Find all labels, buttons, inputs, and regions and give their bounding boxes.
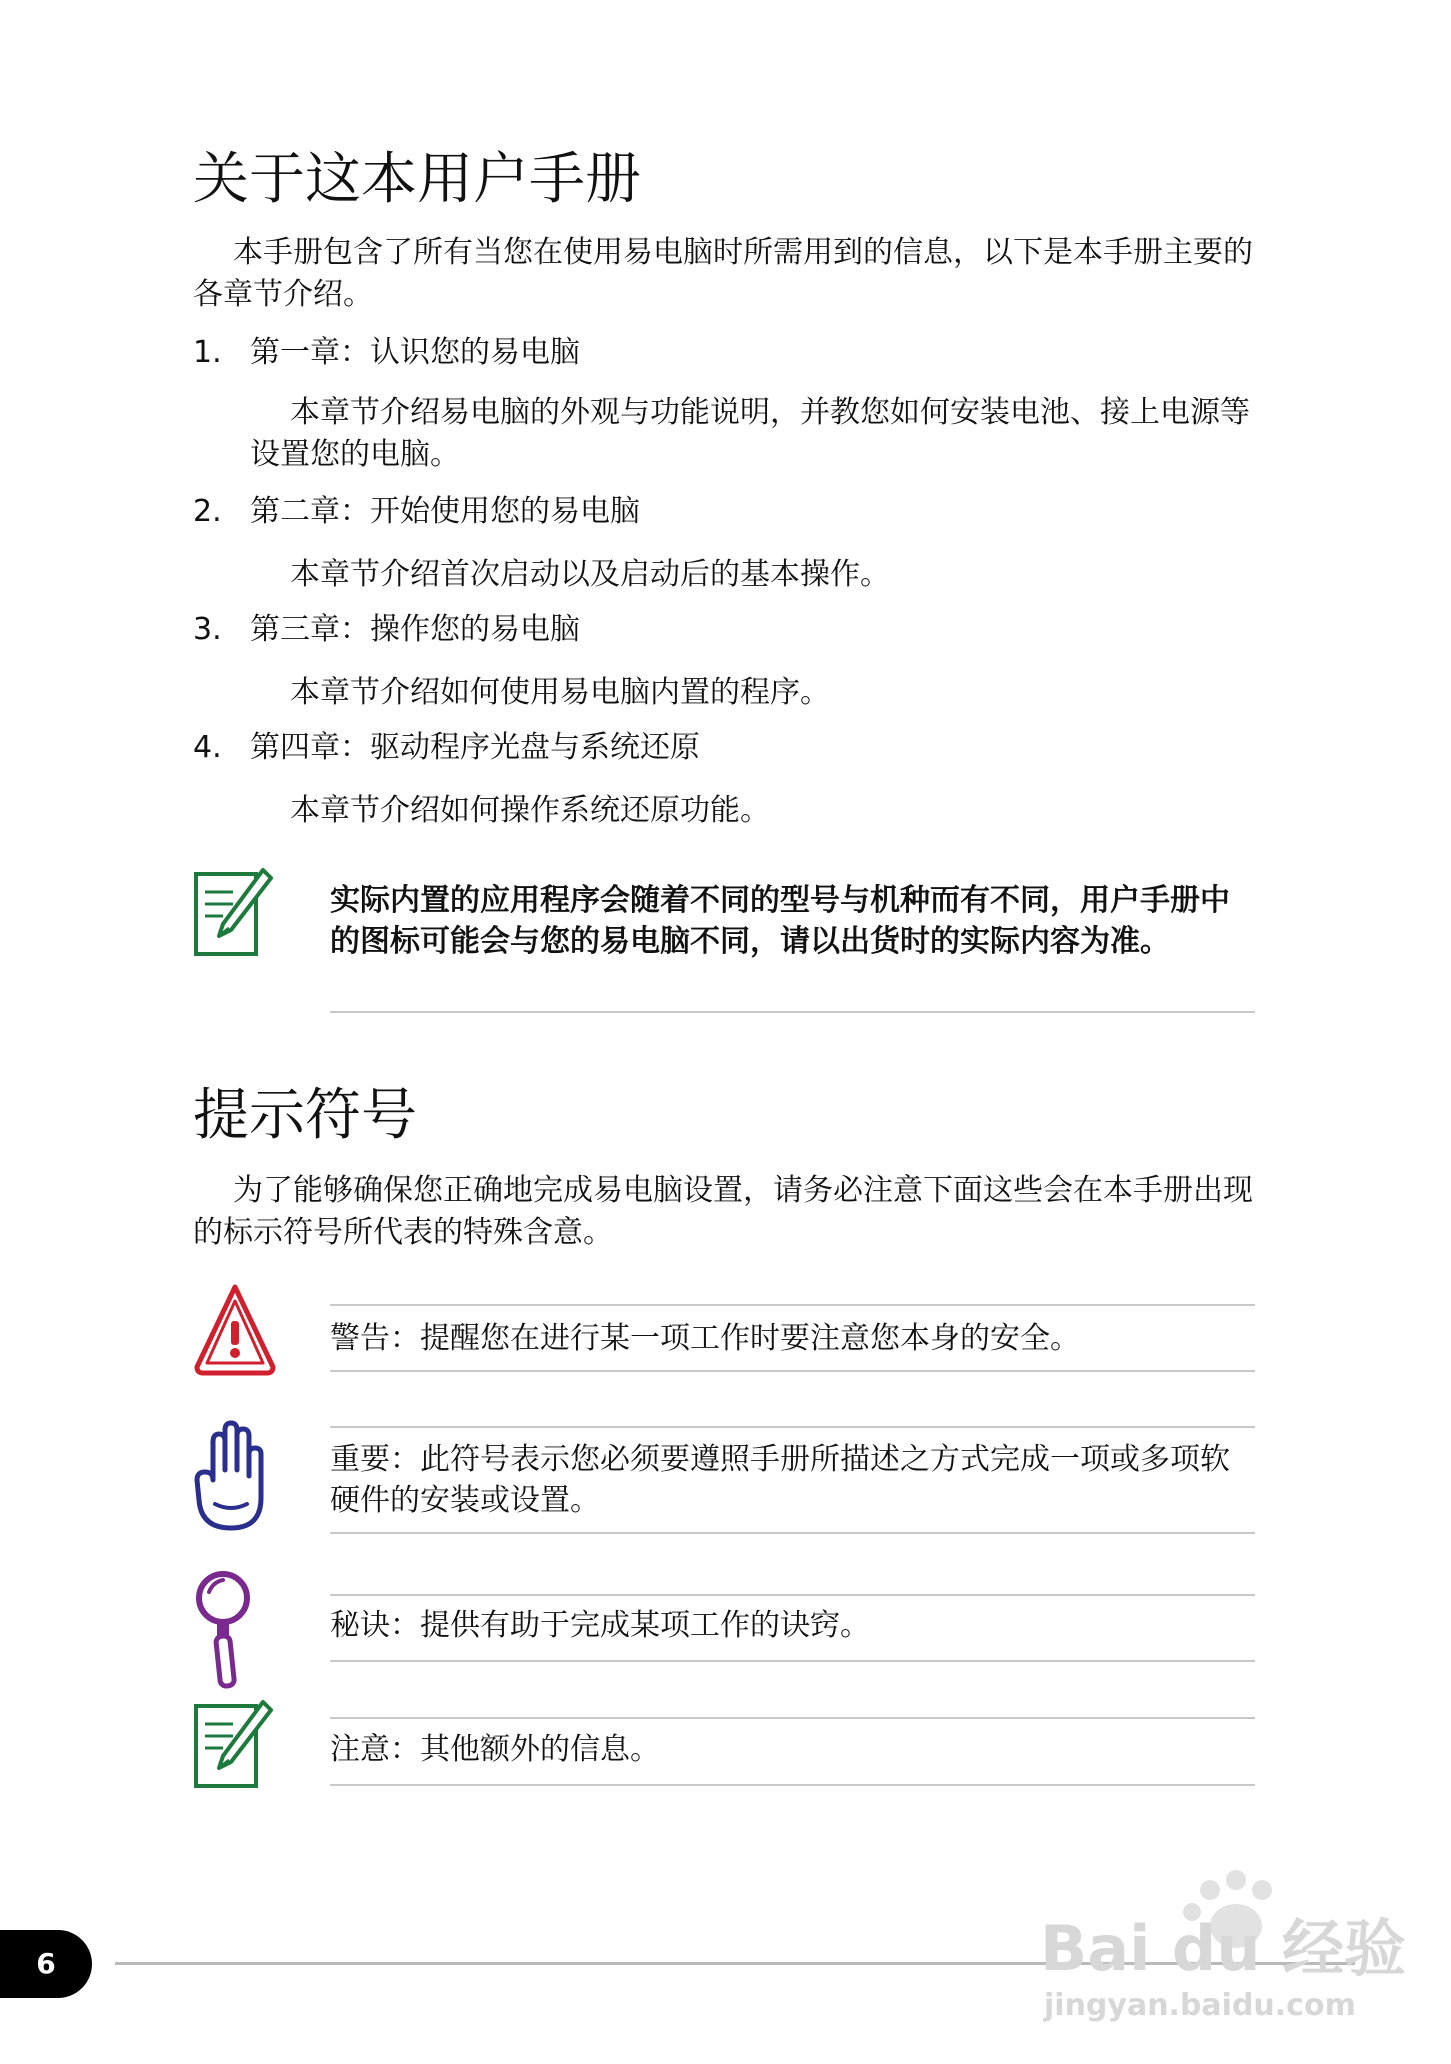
- note-icon: [193, 1700, 275, 1790]
- note-text: 实际内置的应用程序会随着不同的型号与机种而有不同，用户手册中的图标可能会与您的易电脑不同，请以出货时的实际内容为准。: [330, 883, 1230, 959]
- divider: [330, 1784, 1255, 1786]
- page-number: 6: [0, 1930, 92, 1998]
- watermark-logo-text: Bai du 经验: [1040, 1912, 1407, 1985]
- warning-icon: [193, 1283, 277, 1377]
- chapter-title: 第二章：开始使用您的易电脑: [250, 494, 640, 529]
- important-text: 重要：此符号表示您必须要遵照手册所描述之方式完成一项或多项软硬件的安装或设置。: [330, 1442, 1230, 1518]
- chapter-description: 本章节介绍如何使用易电脑内置的程序。: [290, 675, 830, 710]
- note-symbol-text: 注意：其他额外的信息。: [330, 1732, 660, 1767]
- watermark-url: jingyan.baidu.com: [1044, 1988, 1356, 2023]
- section-title: 提示符号: [193, 1083, 417, 1148]
- chapter-number: 4.: [193, 730, 222, 765]
- divider: [330, 1532, 1255, 1534]
- hand-icon: [193, 1420, 267, 1532]
- section-intro: 本手册包含了所有当您在使用易电脑时所需用到的信息，以下是本手册主要的各章节介绍。: [193, 235, 1253, 312]
- chapter-title: 第三章：操作您的易电脑: [250, 612, 580, 647]
- chapter-number: 3.: [193, 612, 222, 647]
- divider: [330, 1426, 1255, 1428]
- chapter-description: 本章节介绍如何操作系统还原功能。: [290, 793, 770, 828]
- divider: [330, 1717, 1255, 1719]
- chapter-description: 本章节介绍易电脑的外观与功能说明，并教您如何安装电池、接上电源等设置您的电脑。: [250, 395, 1250, 472]
- section-title: 关于这本用户手册: [193, 147, 641, 212]
- magnifier-icon: [193, 1570, 257, 1690]
- chapter-title: 第一章：认识您的易电脑: [250, 335, 580, 370]
- divider: [330, 1594, 1255, 1596]
- divider: [330, 1660, 1255, 1662]
- chapter-number: 1.: [193, 335, 222, 370]
- section-intro: 为了能够确保您正确地完成易电脑设置，请务必注意下面这些会在本手册出现的标示符号所代表的特殊含意。: [193, 1173, 1253, 1250]
- chapter-number: 2.: [193, 494, 222, 529]
- warning-text: 警告：提醒您在进行某一项工作时要注意您本身的安全。: [330, 1321, 1080, 1356]
- chapter-description: 本章节介绍首次启动以及启动后的基本操作。: [290, 557, 890, 592]
- watermark-logo: [1040, 1862, 1407, 2023]
- note-icon: [193, 868, 275, 958]
- divider: [330, 1011, 1255, 1013]
- tip-text: 秘诀：提供有助于完成某项工作的诀窍。: [330, 1608, 870, 1643]
- divider: [330, 1370, 1255, 1372]
- chapter-title: 第四章：驱动程序光盘与系统还原: [250, 730, 700, 765]
- divider: [330, 1304, 1255, 1306]
